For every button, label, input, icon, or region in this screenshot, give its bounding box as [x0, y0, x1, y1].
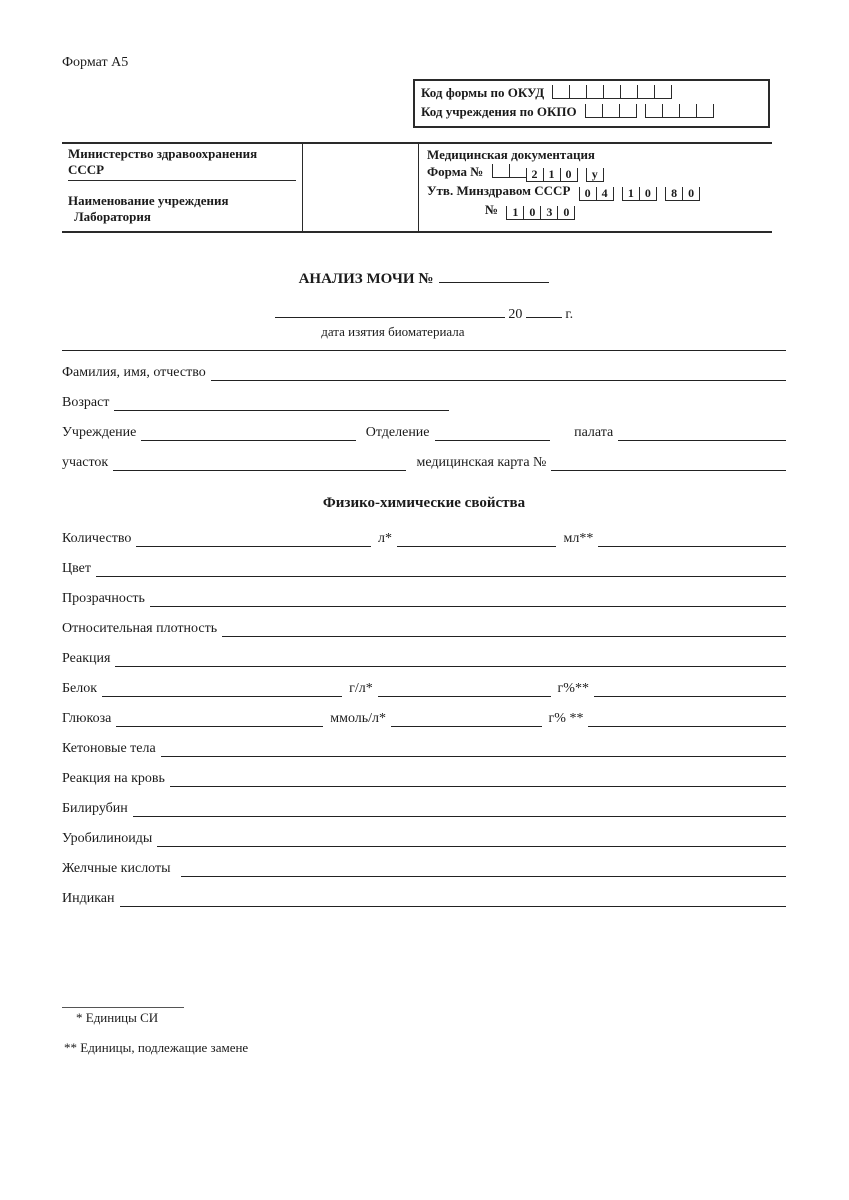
code-cell: [645, 104, 662, 118]
code-cell: 3: [540, 206, 557, 220]
institution-name-label: Наименование учреждения: [68, 193, 229, 208]
code-cell: [585, 104, 602, 118]
code-cell: 0: [560, 168, 578, 182]
department-label: Отделение: [365, 425, 430, 440]
field-label: Прозрачность: [62, 591, 145, 606]
approved-cells-year: [665, 184, 700, 201]
age-line: [114, 395, 449, 411]
code-cell: [509, 164, 526, 178]
footnotes: [62, 1007, 786, 1056]
code-cell: [492, 164, 509, 178]
field-label: Кетоновые тела: [62, 741, 156, 756]
code-cell: [662, 104, 679, 118]
ward-label: палата: [574, 425, 614, 440]
field-label: Белок: [62, 681, 98, 696]
org-header-table: [62, 142, 772, 233]
laboratory-label: Лаборатория: [74, 209, 151, 224]
field-line: [161, 741, 786, 757]
okud-cells: [552, 85, 672, 103]
med-doc-title: Медицинская документация: [427, 147, 595, 162]
code-cell: [552, 85, 569, 99]
code-cell: [603, 85, 620, 99]
divider-rule: [62, 350, 786, 351]
okud-label: Код формы по ОКУД: [421, 85, 545, 100]
date-block: [275, 304, 573, 340]
approved-label: Утв. Минздравом СССР: [427, 183, 571, 198]
ministry-label: Министерство здравоохранения СССР: [68, 146, 296, 181]
med-card-label: медицинская карта №: [416, 455, 547, 470]
field-label: Уробилиноиды: [62, 831, 153, 846]
analysis-number-line: [439, 269, 549, 283]
year-prefix: 20: [508, 307, 523, 322]
okpo-row: [421, 103, 762, 122]
org-right-cell: [418, 144, 772, 231]
district-row: [62, 454, 786, 471]
field-line: [133, 801, 786, 817]
page-title: АНАЛИЗ МОЧИ №: [298, 271, 434, 287]
field-label: Желчные кислоты: [62, 861, 171, 876]
unit-label: мл**: [563, 531, 594, 546]
date-caption: дата изятия биоматериала: [321, 324, 465, 339]
field-label: Глюкоза: [62, 711, 112, 726]
field-line: [150, 591, 786, 607]
code-cell: 1: [543, 168, 560, 182]
code-cell: 4: [596, 187, 614, 201]
field-label: Количество: [62, 531, 132, 546]
field-row-reaction: [62, 650, 786, 667]
field-row-transparency: [62, 590, 786, 607]
code-cell: [602, 104, 619, 118]
form-number-cells: [492, 164, 578, 182]
field-line: [222, 621, 786, 637]
code-cell: [679, 104, 696, 118]
date-fill-line: [275, 304, 505, 318]
footnote-divider: [62, 1007, 184, 1008]
okpo-label: Код учреждения по ОКПО: [421, 104, 577, 119]
org-left-cell: [62, 144, 302, 231]
patient-name-label: Фамилия, имя, отчество: [62, 365, 206, 380]
code-cell: [637, 85, 654, 99]
form-number-row: [427, 163, 768, 182]
code-cell: 0: [639, 187, 657, 201]
ward-line: [618, 425, 786, 441]
code-cell: у: [586, 168, 604, 182]
unit-label: ммоль/л*: [330, 711, 387, 726]
district-label: участок: [62, 455, 109, 470]
code-cell: [696, 104, 714, 118]
form-number-suffix-cells: [586, 165, 604, 182]
unit-label: г/л*: [349, 681, 373, 696]
institution-label: Учреждение: [62, 425, 137, 440]
department-line: [435, 425, 551, 441]
field-row-quantity: [62, 530, 786, 547]
code-cell: [569, 85, 586, 99]
year-fill-line: [526, 304, 562, 318]
field-line: [391, 711, 542, 727]
field-row-ketone-bodies: [62, 740, 786, 757]
okud-row: [421, 84, 762, 103]
field-line: [588, 711, 786, 727]
field-row-bile-acids: [62, 860, 786, 877]
unit-label: г% **: [548, 711, 584, 726]
okpo-cells-a: [585, 104, 637, 122]
district-line: [113, 455, 406, 471]
footnote-si-units: * Единицы СИ: [76, 1010, 159, 1025]
code-cell: [586, 85, 603, 99]
code-cell: 1: [506, 206, 523, 220]
format-label: Формат А5: [62, 55, 129, 70]
field-row-protein: [62, 680, 786, 697]
code-cell: 2: [526, 168, 543, 182]
field-line: [598, 531, 786, 547]
code-cell: [619, 104, 637, 118]
field-line: [116, 711, 323, 727]
order-number-cells: [506, 203, 575, 220]
field-label: Билирубин: [62, 801, 128, 816]
field-label: Реакция на кровь: [62, 771, 165, 786]
field-label: Относительная плотность: [62, 621, 218, 636]
code-cell: [654, 85, 672, 99]
form-number-label: Форма №: [427, 164, 484, 179]
date-row: [275, 304, 573, 323]
code-cell: 8: [665, 187, 682, 201]
patient-name-row: [62, 364, 786, 381]
age-label: Возраст: [62, 395, 110, 410]
okpo-cells-b: [645, 104, 714, 122]
med-card-line: [551, 455, 786, 471]
field-line: [96, 561, 786, 577]
field-row-color: [62, 560, 786, 577]
document-title-row: [62, 269, 786, 288]
approved-cells-day: [579, 184, 614, 201]
field-line: [181, 861, 786, 877]
field-label: Реакция: [62, 651, 111, 666]
field-line: [594, 681, 786, 697]
code-cell: [620, 85, 637, 99]
code-cell: 0: [557, 206, 575, 220]
year-suffix: г.: [565, 307, 574, 322]
age-row: [62, 394, 786, 411]
order-number-row: [485, 201, 768, 220]
approved-cells-month: [622, 184, 657, 201]
field-row-glucose: [62, 710, 786, 727]
field-line: [378, 681, 551, 697]
field-row-blood-reaction: [62, 770, 786, 787]
unit-label: л*: [377, 531, 392, 546]
field-line: [170, 771, 786, 787]
code-box: [413, 79, 770, 128]
section-title: Физико-химические свойства: [322, 495, 526, 511]
field-row-bilirubin: [62, 800, 786, 817]
field-label: Цвет: [62, 561, 91, 576]
code-cell: 0: [579, 187, 596, 201]
org-middle-cell: [302, 144, 418, 231]
patient-name-line: [211, 365, 786, 381]
field-row-relative-density: [62, 620, 786, 637]
field-line: [102, 681, 342, 697]
field-row-urobilinoids: [62, 830, 786, 847]
footnote-replace-units: ** Единицы, подлежащие замене: [64, 1040, 249, 1055]
field-row-indican: [62, 890, 786, 907]
order-number-label: №: [485, 202, 499, 217]
approved-row: [427, 182, 768, 201]
unit-label: г%**: [557, 681, 589, 696]
field-line: [136, 531, 371, 547]
field-line: [157, 831, 786, 847]
field-line: [120, 891, 786, 907]
field-line: [397, 531, 557, 547]
field-label: Индикан: [62, 891, 115, 906]
field-line: [115, 651, 786, 667]
institution-line: [141, 425, 355, 441]
code-cell: 0: [682, 187, 700, 201]
code-cell: 0: [523, 206, 540, 220]
code-cell: 1: [622, 187, 639, 201]
institution-row: [62, 424, 786, 441]
